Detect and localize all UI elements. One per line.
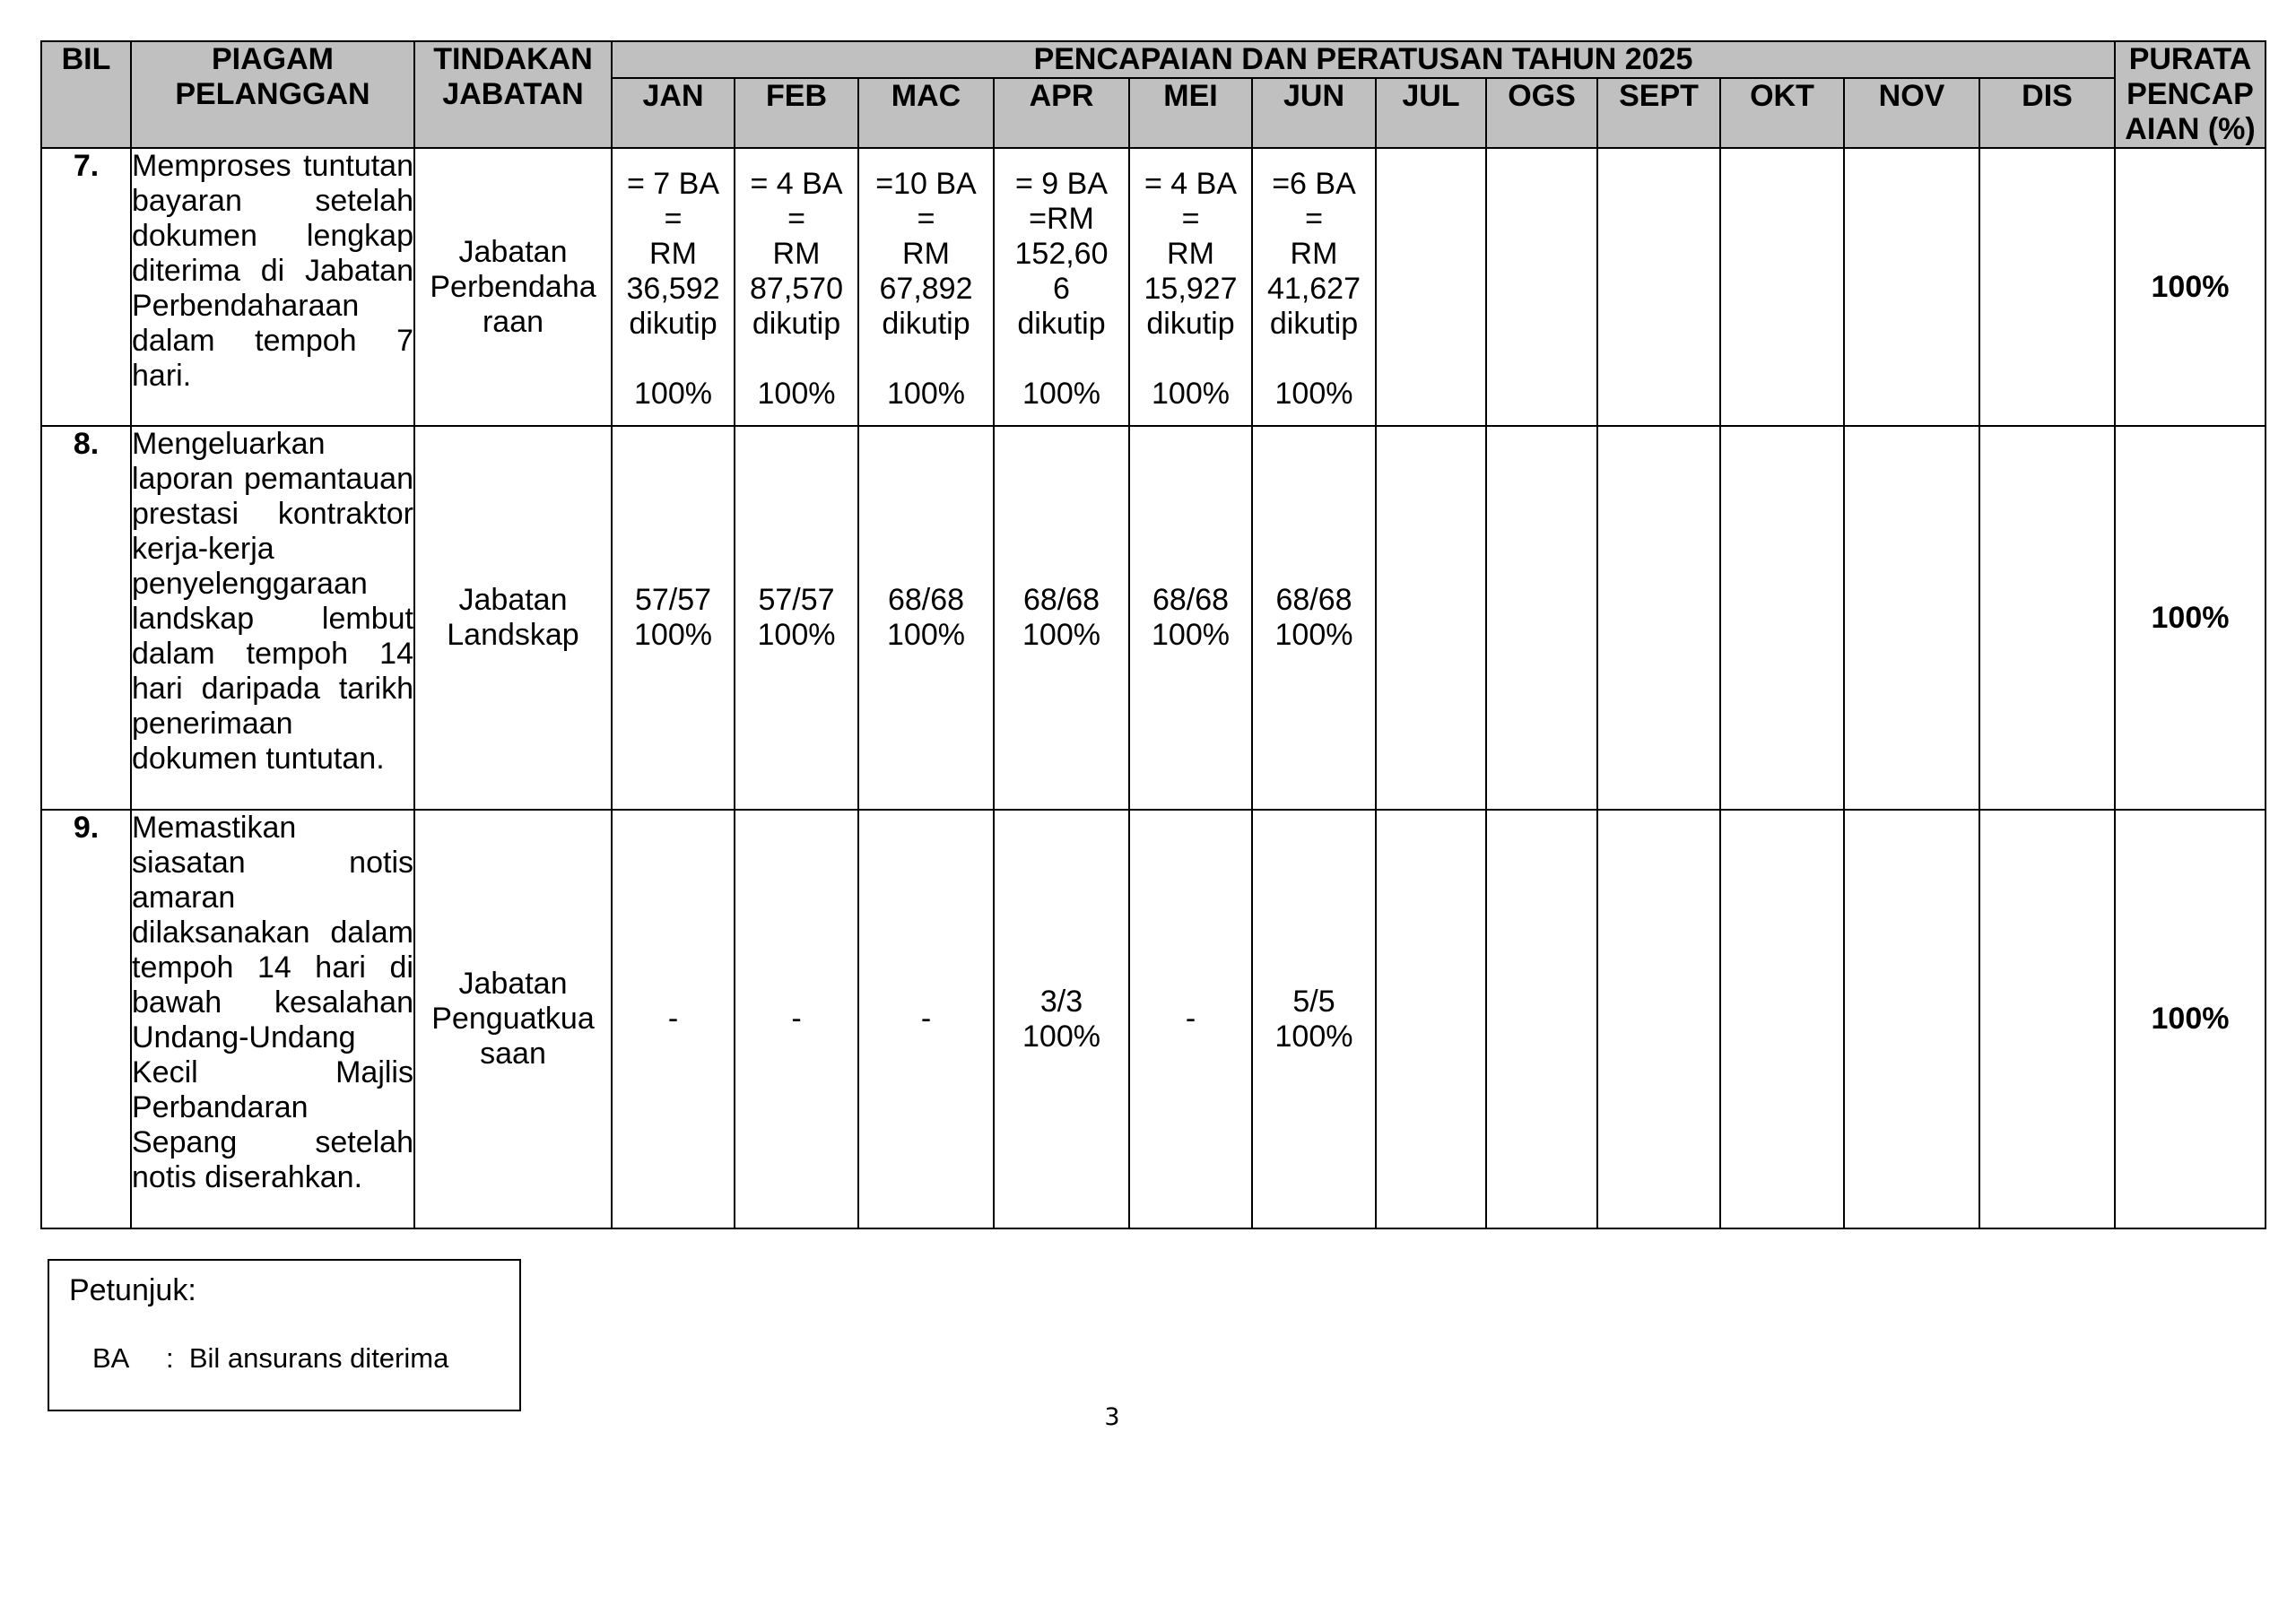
header-month-feb: FEB xyxy=(735,78,858,148)
row-number: 8. xyxy=(41,426,131,810)
month-cell-mei: - xyxy=(1129,810,1252,1228)
piagam-text: Mengeluarkan laporan pemantauan prestasi kontraktor kerja-kerja penyelenggaraan landskap lembut dalam tempoh 14 hari daripada tarikh penerimaan dokumen tuntutan. xyxy=(131,426,414,810)
month-cell-dis xyxy=(1979,810,2115,1228)
header-piagam-pelanggan: PIAGAM PELANGGAN xyxy=(131,41,414,148)
header-month-mac: MAC xyxy=(858,78,994,148)
month-cell-jul xyxy=(1376,426,1486,810)
average-cell: 100% xyxy=(2115,148,2266,426)
header-pencapaian: PENCAPAIAN DAN PERATUSAN TAHUN 2025 xyxy=(612,41,2115,78)
department-cell: Jabatan Landskap xyxy=(414,426,612,810)
legend-meaning: Bil ansurans diterima xyxy=(188,1342,449,1374)
month-cell-apr: 68/68 100% xyxy=(994,426,1129,810)
month-cell-nov xyxy=(1844,810,1979,1228)
month-cell-jun: 5/5 100% xyxy=(1252,810,1376,1228)
month-cell-dis xyxy=(1979,148,2115,426)
header-month-ogs: OGS xyxy=(1486,78,1597,148)
legend-abbreviation: BA xyxy=(92,1342,130,1374)
month-cell-mac: =10 BA = RM 67,892 dikutip 100% xyxy=(858,148,994,426)
header-purata: PURATA PENCAP AIAN (%) xyxy=(2115,41,2266,148)
table-row xyxy=(41,148,2266,426)
month-cell-apr: 3/3 100% xyxy=(994,810,1129,1228)
average-cell: 100% xyxy=(2115,810,2266,1228)
month-cell-okt xyxy=(1720,148,1844,426)
month-cell-nov xyxy=(1844,426,1979,810)
table-row xyxy=(41,426,2266,810)
header-month-jul: JUL xyxy=(1376,78,1486,148)
month-cell-mac: 68/68 100% xyxy=(858,426,994,810)
row-number: 9. xyxy=(41,810,131,1228)
header-month-okt: OKT xyxy=(1720,78,1844,148)
legend-title: Petunjuk: xyxy=(69,1273,196,1307)
month-cell-jan: = 7 BA = RM 36,592 dikutip 100% xyxy=(612,148,735,426)
header-bil: BIL xyxy=(41,41,131,148)
month-cell-okt xyxy=(1720,810,1844,1228)
month-cell-jun: 68/68 100% xyxy=(1252,426,1376,810)
month-cell-apr: = 9 BA =RM 152,60 6 dikutip 100% xyxy=(994,148,1129,426)
month-cell-jul xyxy=(1376,810,1486,1228)
month-cell-ogs xyxy=(1486,810,1597,1228)
page-number: 3 xyxy=(1104,1403,1120,1431)
month-cell-sept xyxy=(1597,426,1720,810)
header-month-mei: MEI xyxy=(1129,78,1252,148)
month-cell-feb: 57/57 100% xyxy=(735,426,858,810)
performance-table xyxy=(40,40,2266,1229)
month-cell-feb: - xyxy=(735,810,858,1228)
month-cell-jan: 57/57 100% xyxy=(612,426,735,810)
month-cell-ogs xyxy=(1486,426,1597,810)
header-month-dis: DIS xyxy=(1979,78,2115,148)
legend-row xyxy=(92,1342,448,1375)
month-cell-dis xyxy=(1979,426,2115,810)
average-cell: 100% xyxy=(2115,426,2266,810)
month-cell-jun: =6 BA = RM 41,627 dikutip 100% xyxy=(1252,148,1376,426)
month-cell-jan: - xyxy=(612,810,735,1228)
month-cell-ogs xyxy=(1486,148,1597,426)
month-cell-mei: 68/68 100% xyxy=(1129,426,1252,810)
header-month-jan: JAN xyxy=(612,78,735,148)
header-month-apr: APR xyxy=(994,78,1129,148)
month-cell-okt xyxy=(1720,426,1844,810)
header-month-nov: NOV xyxy=(1844,78,1979,148)
department-cell: Jabatan Perbendaha raan xyxy=(414,148,612,426)
table-row xyxy=(41,810,2266,1228)
month-cell-sept xyxy=(1597,810,1720,1228)
legend-box xyxy=(48,1259,521,1411)
month-cell-mac: - xyxy=(858,810,994,1228)
header-month-jun: JUN xyxy=(1252,78,1376,148)
piagam-text: Memastikan siasatan notis amaran dilaksanakan dalam tempoh 14 hari di bawah kesalahan Undang-Undang Kecil Majlis Perbandaran Sepang setelah notis diserahkan. xyxy=(131,810,414,1228)
month-cell-jul xyxy=(1376,148,1486,426)
header-month-sept: SEPT xyxy=(1597,78,1720,148)
header-tindakan-jabatan: TINDAKAN JABATAN xyxy=(414,41,612,148)
legend-separator: : xyxy=(166,1342,174,1374)
department-cell: Jabatan Penguatkua saan xyxy=(414,810,612,1228)
row-number: 7. xyxy=(41,148,131,426)
month-cell-sept xyxy=(1597,148,1720,426)
month-cell-nov xyxy=(1844,148,1979,426)
month-cell-feb: = 4 BA = RM 87,570 dikutip 100% xyxy=(735,148,858,426)
month-cell-mei: = 4 BA = RM 15,927 dikutip 100% xyxy=(1129,148,1252,426)
piagam-text: Memproses tuntutan bayaran setelah dokumen lengkap diterima di Jabatan Perbendaharaan dalam tempoh 7 hari. xyxy=(131,148,414,426)
